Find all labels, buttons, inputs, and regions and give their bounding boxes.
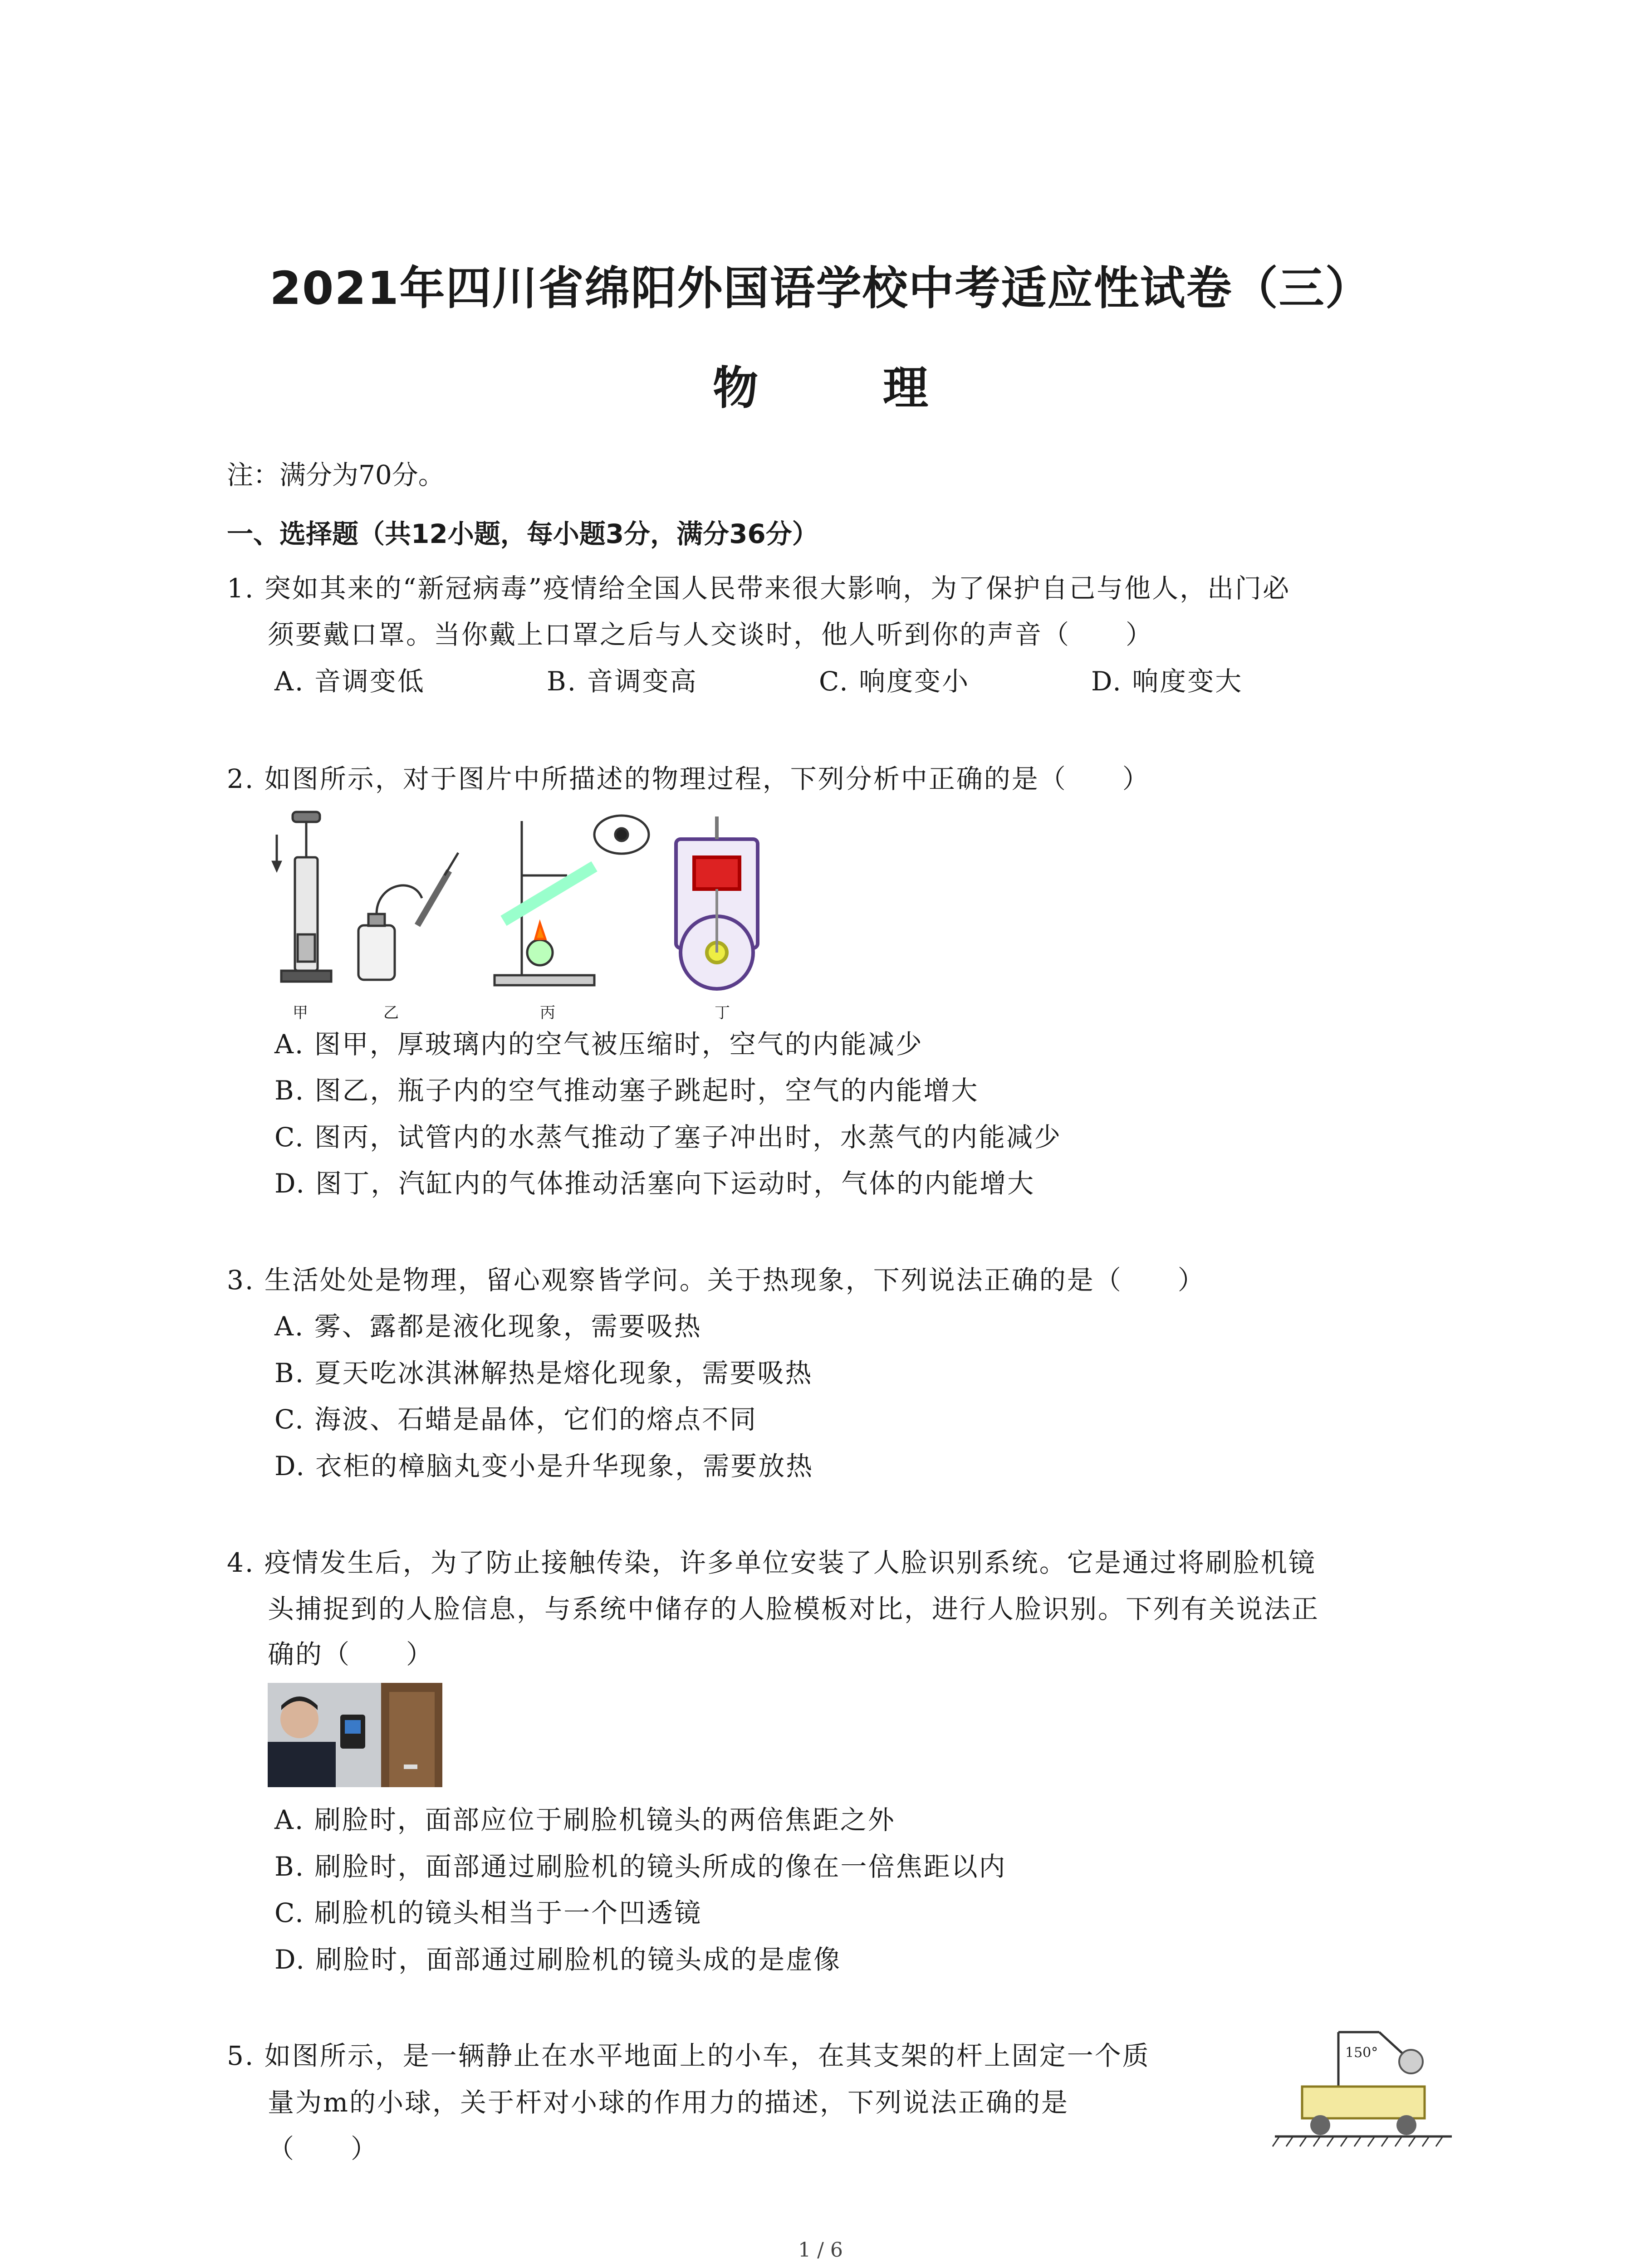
q2-option-a: A. 图甲，厚玻璃内的空气被压缩时，空气的内能减少 [274,1029,923,1060]
q2-option-b: B. 图乙，瓶子内的空气推动塞子跳起时，空气的内能增大 [274,1075,979,1106]
q4-option-b: B. 刷脸时，面部通过刷脸机的镜头所成的像在一倍焦距以内 [274,1851,1007,1882]
figure-bing-testtube [495,816,649,985]
figure-ding-engine [676,816,758,989]
q3-option-a: A. 雾、露都是液化现象，需要吸热 [274,1311,702,1342]
q2-figure-thermo-experiments [268,807,812,998]
q3-option-d: D. 衣柜的樟脑丸变小是升华现象，需要放热 [274,1451,814,1481]
q1-option-b: B. 音调变高 [547,666,698,697]
q1-stem-line2: 须要戴口罩。当你戴上口罩之后与人交谈时，他人听到你的声音（ ） [268,619,1154,650]
figure-yi-bottle [358,853,458,980]
section-heading: 一、选择题（共12小题，每小题3分，满分36分） [227,518,818,549]
q3-stem: 3. 生活处处是物理，留心观察皆学问。关于热现象，下列说法正确的是（ ） [227,1265,1205,1295]
q2-fig-label-ding: 丁 [715,1004,730,1022]
q2-fig-label-bing: 丙 [540,1004,555,1022]
q5-stem-line2: 量为m的小球，关于杆对小球的作用力的描述，下列说法正确的是 [268,2087,1069,2118]
q5-stem-line1: 5. 如图所示，是一辆静止在水平地面上的小车，在其支架的杆上固定一个质 [227,2040,1150,2071]
q1-option-a: A. 音调变低 [274,666,425,697]
q2-fig-label-yi: 乙 [383,1004,399,1022]
score-note: 注：满分为70分。 [227,459,445,490]
ball [1399,2050,1423,2073]
q4-stem-line2: 头捕捉到的人脸信息，与系统中储存的人脸模板对比，进行人脸识别。下列有关说法正 [268,1593,1320,1624]
page-number: 1 / 6 [798,2239,843,2262]
q4-option-c: C. 刷脸机的镜头相当于一个凹透镜 [274,1897,702,1928]
q2-option-c: C. 图丙，试管内的水蒸气推动了塞子冲出时，水蒸气的内能减少 [274,1122,1062,1153]
q5-stem-line3: （ ） [268,2133,379,2164]
q4-option-a: A. 刷脸时，面部应位于刷脸机镜头的两倍焦距之外 [274,1804,896,1835]
q1-option-d: D. 响度变大 [1091,666,1243,697]
q2-stem: 2. 如图所示，对于图片中所描述的物理过程，下列分析中正确的是（ ） [227,763,1150,794]
q5-cart-figure [1270,2014,1461,2150]
q4-face-recognition-photo [268,1683,442,1787]
q4-option-d: D. 刷脸时，面部通过刷脸机的镜头成的是虚像 [274,1944,842,1975]
wheel-right [1396,2115,1416,2135]
figure-jia-cylinder [273,812,331,982]
q3-option-c: C. 海波、石蜡是晶体，它们的熔点不同 [274,1404,758,1435]
q2-fig-label-jia: 甲 [293,1004,308,1022]
angle-label: 150° [1345,2045,1378,2061]
subject-title: 物 理 [713,362,983,415]
wheel-left [1310,2115,1330,2135]
page-title: 2021年四川省绵阳外国语学校中考适应性试卷（三） [269,262,1372,315]
q4-stem-line1: 4. 疫情发生后，为了防止接触传染，许多单位安装了人脸识别系统。它是通过将刷脸机镜 [227,1547,1316,1578]
q4-stem-line3: 确的（ ） [268,1639,434,1670]
q1-stem-line1: 1. 突如其来的“新冠病毒”疫情给全国人民带来很大影响，为了保护自己与他人，出门必 [227,573,1291,604]
q2-option-d: D. 图丁，汽缸内的气体推动活塞向下运动时，气体的内能增大 [274,1168,1035,1199]
q3-option-b: B. 夏天吃冰淇淋解热是熔化现象，需要吸热 [274,1358,813,1388]
q1-option-c: C. 响度变小 [819,666,970,697]
